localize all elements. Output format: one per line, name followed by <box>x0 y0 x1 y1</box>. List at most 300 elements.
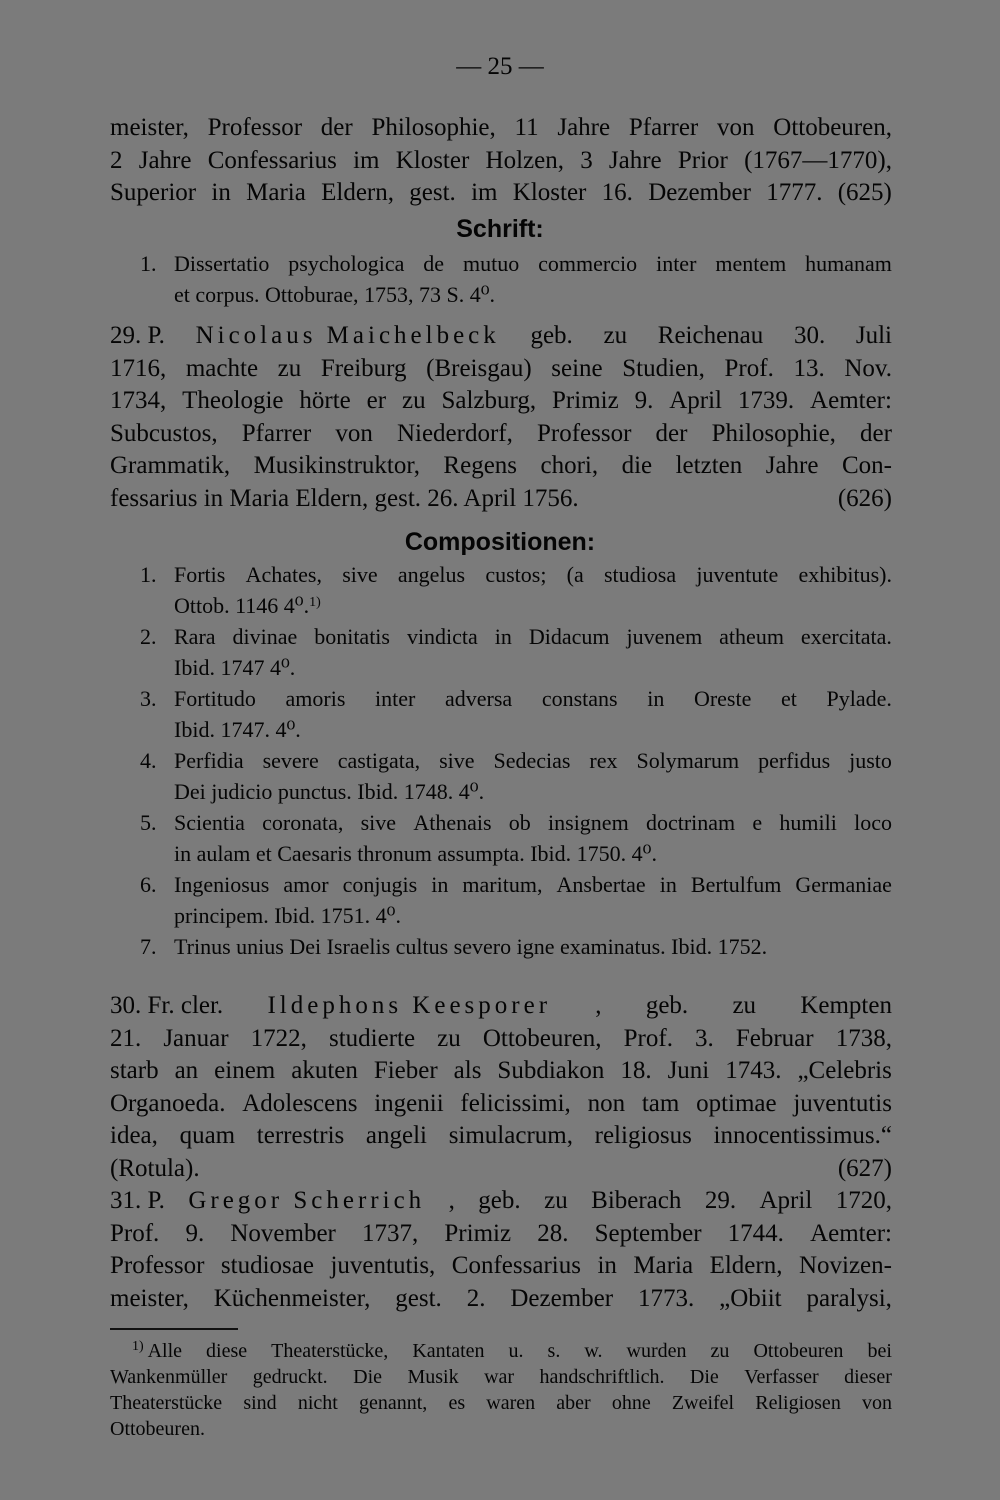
word: Athenais <box>413 810 492 835</box>
text-segment: fessarius in Maria Eldern, gest. 26. April 1756. <box>110 484 579 512</box>
word: Jahre <box>138 146 192 174</box>
word: ob <box>508 810 531 835</box>
word: April <box>669 387 723 414</box>
word: adversa <box>445 686 513 711</box>
word: zu <box>277 354 302 382</box>
compositionen-list <box>110 559 892 962</box>
word: Prof. <box>110 1219 160 1247</box>
item-line <box>174 745 892 776</box>
word: Kantaten <box>412 1340 485 1362</box>
text-segment: (Rotula). <box>110 1154 200 1182</box>
entry-31 <box>110 1185 892 1315</box>
word: (a <box>566 562 584 587</box>
word: Prior <box>677 146 728 174</box>
word: 1773. <box>637 1284 695 1312</box>
word: 1777. <box>766 179 823 206</box>
word: Eldern, <box>321 179 394 206</box>
item-number: 6. <box>140 872 157 897</box>
word: exhibitus). <box>798 562 892 587</box>
entry-index: (627) <box>837 1154 892 1182</box>
word: genannt, <box>358 1392 428 1414</box>
item-number: 5. <box>140 810 157 835</box>
word: waren <box>486 1392 536 1414</box>
word: im <box>353 146 380 174</box>
word: meister, <box>110 1284 189 1312</box>
item-number: 1. <box>140 251 157 276</box>
word: dieser <box>844 1366 892 1388</box>
word: rex <box>589 748 618 773</box>
word: mentem <box>715 251 787 276</box>
word: Juli <box>855 322 892 349</box>
heading-schrift: Schrift: <box>456 215 544 243</box>
item-number: 1. <box>140 562 157 587</box>
word: Novizen- <box>798 1252 892 1279</box>
word: 13. <box>793 354 825 382</box>
word: Primiz <box>552 387 619 414</box>
word: in <box>431 872 449 897</box>
word: Dezember <box>648 179 751 206</box>
word: „Celebris <box>797 1057 892 1084</box>
word: in <box>597 1252 617 1279</box>
word: psychologica <box>288 251 405 276</box>
word: 9. <box>185 1219 205 1247</box>
item-line <box>174 559 892 590</box>
word: felicissimi, <box>460 1089 571 1117</box>
footnote-line <box>110 1390 892 1416</box>
word: humili <box>779 810 837 835</box>
word: 1738, <box>835 1024 892 1052</box>
word: humanam <box>805 251 892 276</box>
item-line <box>174 248 892 279</box>
word: quam <box>179 1122 236 1149</box>
text-line <box>110 418 892 451</box>
word: Jahre <box>557 114 611 141</box>
word: „Obiit <box>719 1284 782 1312</box>
word: 1739. <box>737 387 795 414</box>
word: tam <box>641 1089 680 1117</box>
word: Eldern, <box>709 1252 783 1279</box>
word: hörte <box>299 387 351 414</box>
word: geb. <box>530 322 573 349</box>
word: Maria <box>633 1252 694 1279</box>
word: September <box>594 1219 702 1247</box>
word: Januar <box>163 1024 229 1052</box>
text-line <box>110 450 892 483</box>
entry-index: (626) <box>837 484 892 512</box>
person-name: Gregor Scherrich <box>188 1187 426 1214</box>
word: Rara <box>174 624 216 649</box>
word: studierte <box>328 1024 416 1052</box>
word: amor <box>283 872 329 897</box>
word: sive <box>360 810 397 835</box>
word: exercitata. <box>800 624 892 649</box>
word: in <box>659 872 677 897</box>
word: perfidus <box>758 748 831 773</box>
word: Prof. <box>724 354 774 382</box>
footnote-reference: 1) <box>309 595 321 610</box>
entry-29 <box>110 320 892 515</box>
word: zu <box>544 1187 568 1214</box>
word: juvenem <box>626 624 703 649</box>
word: war <box>484 1366 515 1388</box>
word: Kloster <box>395 146 470 174</box>
word: constans <box>541 686 618 711</box>
word: e <box>752 810 763 835</box>
word: wurden <box>626 1340 687 1362</box>
word: sind <box>243 1392 277 1414</box>
word: meister, <box>110 114 189 141</box>
word: doctrinam <box>645 810 736 835</box>
text-line <box>110 1023 892 1056</box>
word: ohne <box>611 1392 651 1414</box>
word: paralysi, <box>806 1284 892 1312</box>
word: der <box>860 419 892 447</box>
word: Didacum <box>528 624 610 649</box>
word: von <box>861 1392 892 1414</box>
word: Professor <box>110 1252 205 1279</box>
word: Biberach <box>591 1187 682 1214</box>
word: terrestris <box>256 1122 345 1149</box>
word: Kloster <box>512 179 587 206</box>
word: von <box>335 419 373 447</box>
word: 2. <box>466 1284 486 1312</box>
word: Ottobeuren <box>753 1340 844 1362</box>
word: an <box>174 1057 199 1084</box>
word: starb <box>110 1057 159 1084</box>
word: Reichenau <box>657 322 764 349</box>
word: zu <box>603 322 628 349</box>
word: (Breisgau) <box>426 354 532 382</box>
word: studiosae <box>220 1252 314 1279</box>
text-line <box>110 1120 892 1153</box>
word: w. <box>584 1340 603 1362</box>
word: 16. <box>601 179 633 206</box>
text-line <box>110 1250 892 1283</box>
word: Sedecias <box>493 748 571 773</box>
word: seine <box>551 354 603 382</box>
word: severe <box>262 748 319 773</box>
item-line: Ibid. 1747 4⁰. <box>174 655 296 680</box>
text-line <box>110 145 892 178</box>
word: Wankenmüller <box>110 1366 228 1388</box>
word: de <box>423 251 445 276</box>
word: 3 <box>580 146 593 174</box>
word: Studien, <box>622 354 705 382</box>
footnote-line: Ottobeuren. <box>110 1418 205 1440</box>
entry-header-line <box>110 1185 892 1218</box>
word: Niederdorf, <box>396 419 513 447</box>
footnote <box>110 1338 892 1442</box>
word: Musik <box>407 1366 459 1388</box>
word: Confessarius <box>207 146 337 174</box>
word: juventutis <box>793 1089 892 1117</box>
word: (625) <box>837 179 892 206</box>
text-line <box>110 385 892 418</box>
word: bonitatis <box>314 624 390 649</box>
word: die <box>621 452 653 479</box>
word: gest. <box>409 179 456 206</box>
word: Theologie <box>182 387 284 414</box>
word: , <box>448 1187 455 1214</box>
heading-compositionen: Compositionen: <box>404 528 596 556</box>
word: amoris <box>285 686 346 711</box>
word: juventute <box>696 562 779 587</box>
word: angeli <box>365 1122 428 1149</box>
word: nicht <box>297 1392 338 1414</box>
word: Aemter: <box>810 387 892 414</box>
word: s. <box>547 1340 561 1362</box>
word: Ansbertae <box>556 872 646 897</box>
word: Pylade. <box>826 686 892 711</box>
word: Dissertatio <box>174 251 270 276</box>
word: loco <box>854 810 892 835</box>
item-line <box>174 621 892 652</box>
item-line: et corpus. Ottoburae, 1753, 73 S. 4⁰. <box>174 282 496 307</box>
word: inter <box>375 686 416 711</box>
word: 1734, <box>110 387 167 414</box>
word: idea, <box>110 1122 158 1149</box>
list-item <box>110 683 892 745</box>
word: November <box>230 1219 336 1247</box>
word: religiosus <box>594 1122 692 1149</box>
word: in <box>211 179 231 206</box>
word: Ottobeuren, <box>482 1024 602 1052</box>
word: 29. <box>704 1187 737 1214</box>
text-line <box>110 1218 892 1251</box>
entry-closing-line <box>110 1153 892 1186</box>
word: optimae <box>696 1089 777 1117</box>
word: sive <box>439 748 475 773</box>
word: (1767—1770), <box>744 146 892 174</box>
word: Confessarius <box>451 1252 581 1279</box>
word: juventutis, <box>330 1252 436 1279</box>
word: machte <box>185 354 259 382</box>
schrift-list <box>110 248 892 310</box>
word: 9. <box>634 387 654 414</box>
item-line: Ottob. 1146 4⁰.$^{1)}$ <box>174 593 321 618</box>
list-item <box>110 248 892 310</box>
word: Nov. <box>844 354 892 382</box>
word: 1716, <box>110 354 167 382</box>
word: Solymarum <box>636 748 740 773</box>
word: Subcustos, <box>110 419 218 447</box>
word: 1720, <box>835 1187 892 1214</box>
word: Philosophie, <box>711 419 836 447</box>
list-item <box>110 621 892 683</box>
word: bei <box>867 1340 892 1362</box>
word: et <box>781 686 797 711</box>
word: Organoeda. <box>110 1089 226 1117</box>
word: April <box>759 1187 813 1214</box>
word: ingenii <box>374 1089 444 1117</box>
entry-number: 29. P. <box>110 322 165 349</box>
word: Ingeniosus <box>174 872 270 897</box>
word: als <box>453 1057 482 1084</box>
item-line: Dei judicio punctus. Ibid. 1748. 4⁰. <box>174 779 485 804</box>
word: Fortitudo <box>174 686 256 711</box>
word: 30. <box>793 322 826 349</box>
word: zu <box>437 1024 461 1052</box>
word: Die <box>689 1366 719 1388</box>
list-item <box>110 745 892 807</box>
word: conjugis <box>342 872 418 897</box>
item-line: Trinus unius Dei Israelis cultus severo igne examinatus. Ibid. 1752. <box>174 934 768 959</box>
word: es <box>448 1392 466 1414</box>
item-number: 7. <box>140 934 157 959</box>
word: 21. <box>110 1024 142 1052</box>
word: Pfarrer <box>628 114 699 141</box>
word: Jahre <box>765 452 819 479</box>
word: einem <box>214 1057 276 1084</box>
word: zu <box>710 1340 730 1362</box>
word: Philosophie, <box>371 114 496 141</box>
footnote-line <box>110 1364 892 1390</box>
word: Religiosen <box>755 1392 841 1414</box>
word: maritum, <box>462 872 543 897</box>
word: diese <box>206 1340 248 1362</box>
word: commercio <box>538 251 638 276</box>
text-line <box>110 1088 892 1121</box>
word: Scientia <box>174 810 245 835</box>
word: 1744. <box>727 1219 784 1247</box>
word: insignem <box>548 810 629 835</box>
word: Achates, <box>245 562 322 587</box>
text-line <box>110 177 892 210</box>
word: Musikinstruktor, <box>253 452 420 479</box>
word: chori, <box>540 452 599 479</box>
word: letzten <box>675 452 743 479</box>
item-line <box>174 869 892 900</box>
word: Februar <box>735 1024 814 1052</box>
person-name: Nicolaus Maichelbeck <box>195 322 500 349</box>
entry-closing-line <box>110 483 892 516</box>
word: Kempten <box>800 992 892 1019</box>
item-text <box>174 745 892 807</box>
word: Adolescens <box>242 1089 358 1117</box>
word: 2 <box>110 146 123 174</box>
word: Zweifel <box>671 1392 735 1414</box>
word: er <box>366 387 387 414</box>
text-line <box>110 353 892 386</box>
word: Fortis <box>174 562 226 587</box>
word: atheum <box>719 624 784 649</box>
word: Dezember <box>510 1284 614 1312</box>
item-line: in aulam et Caesaris thronum assumpta. Ibid. 1750. 4⁰. <box>174 841 657 866</box>
word: Superior <box>110 179 197 206</box>
word: Ottobeuren, <box>773 114 892 141</box>
word: gest. <box>395 1284 442 1312</box>
word: Regens <box>443 452 518 479</box>
word: geb. <box>478 1187 521 1214</box>
word: sive <box>342 562 378 587</box>
text-line <box>110 112 892 145</box>
word: Professor <box>536 419 632 447</box>
word: innocentissimus.“ <box>713 1122 892 1149</box>
word: zu <box>732 992 757 1019</box>
word: geb. <box>645 992 689 1019</box>
word: Aemter: <box>810 1219 892 1247</box>
word: simulacrum, <box>448 1122 573 1149</box>
word: justo <box>849 748 892 773</box>
word: mutuo <box>463 251 520 276</box>
word: Primiz <box>444 1219 512 1247</box>
word: $^{1)}$ Alle <box>132 1339 183 1362</box>
item-text <box>174 621 892 683</box>
word: im <box>471 179 498 206</box>
list-item <box>110 559 892 621</box>
item-text <box>174 683 892 745</box>
word: Germaniae <box>795 872 892 897</box>
word: 1743. <box>725 1057 782 1084</box>
list-item <box>110 807 892 869</box>
word: Die <box>353 1366 383 1388</box>
word: in <box>647 686 665 711</box>
word: Freiburg <box>320 354 407 382</box>
word: akuten <box>291 1057 358 1084</box>
word: castigata, <box>337 748 421 773</box>
entry-number: 31. P. <box>110 1187 165 1214</box>
word: divinae <box>232 624 298 649</box>
entry-header-line <box>110 320 892 353</box>
page-number: — 25 — <box>456 53 544 80</box>
word: der <box>655 419 688 447</box>
word: Professor <box>207 114 303 141</box>
item-text <box>174 869 892 931</box>
word: Juni <box>667 1057 710 1084</box>
item-line <box>174 683 892 714</box>
word: u. <box>508 1340 524 1362</box>
entry-header-line <box>110 990 892 1023</box>
item-number: 2. <box>140 624 157 649</box>
item-number: 3. <box>140 686 157 711</box>
word: Subdiakon <box>497 1057 605 1084</box>
word: zu <box>401 387 426 414</box>
word: 1722, <box>250 1024 307 1052</box>
word: inter <box>656 251 697 276</box>
item-text <box>174 931 892 962</box>
word: handschriftlich. <box>539 1366 665 1388</box>
item-number: 4. <box>140 748 157 773</box>
word: von <box>717 114 755 141</box>
word: Holzen, <box>485 146 564 174</box>
word: coronata, <box>262 810 344 835</box>
entry-28-continuation <box>110 112 892 210</box>
text-line <box>110 1283 892 1316</box>
item-line: principem. Ibid. 1751. 4⁰. <box>174 903 401 928</box>
word: Con- <box>841 452 892 479</box>
word: studiosa <box>604 562 677 587</box>
word: Jahre <box>608 146 662 174</box>
word: non <box>587 1089 626 1117</box>
word: 18. <box>620 1057 652 1084</box>
word: custos; <box>485 562 547 587</box>
word: gedruckt. <box>252 1366 328 1388</box>
person-name: Ildephons Keesporer <box>267 992 552 1019</box>
word: 11 <box>514 114 539 141</box>
word: vindicta <box>406 624 478 649</box>
word: Verfasser <box>744 1366 819 1388</box>
entry-30 <box>110 990 892 1185</box>
list-item <box>110 869 892 931</box>
text-line <box>110 1055 892 1088</box>
word: Pfarrer <box>241 419 312 447</box>
word: Theaterstücke, <box>271 1340 389 1362</box>
word: angelus <box>397 562 466 587</box>
word: 1737, <box>362 1219 419 1247</box>
word: , <box>595 992 602 1019</box>
word: aber <box>556 1392 591 1414</box>
word: Maria <box>246 179 306 206</box>
